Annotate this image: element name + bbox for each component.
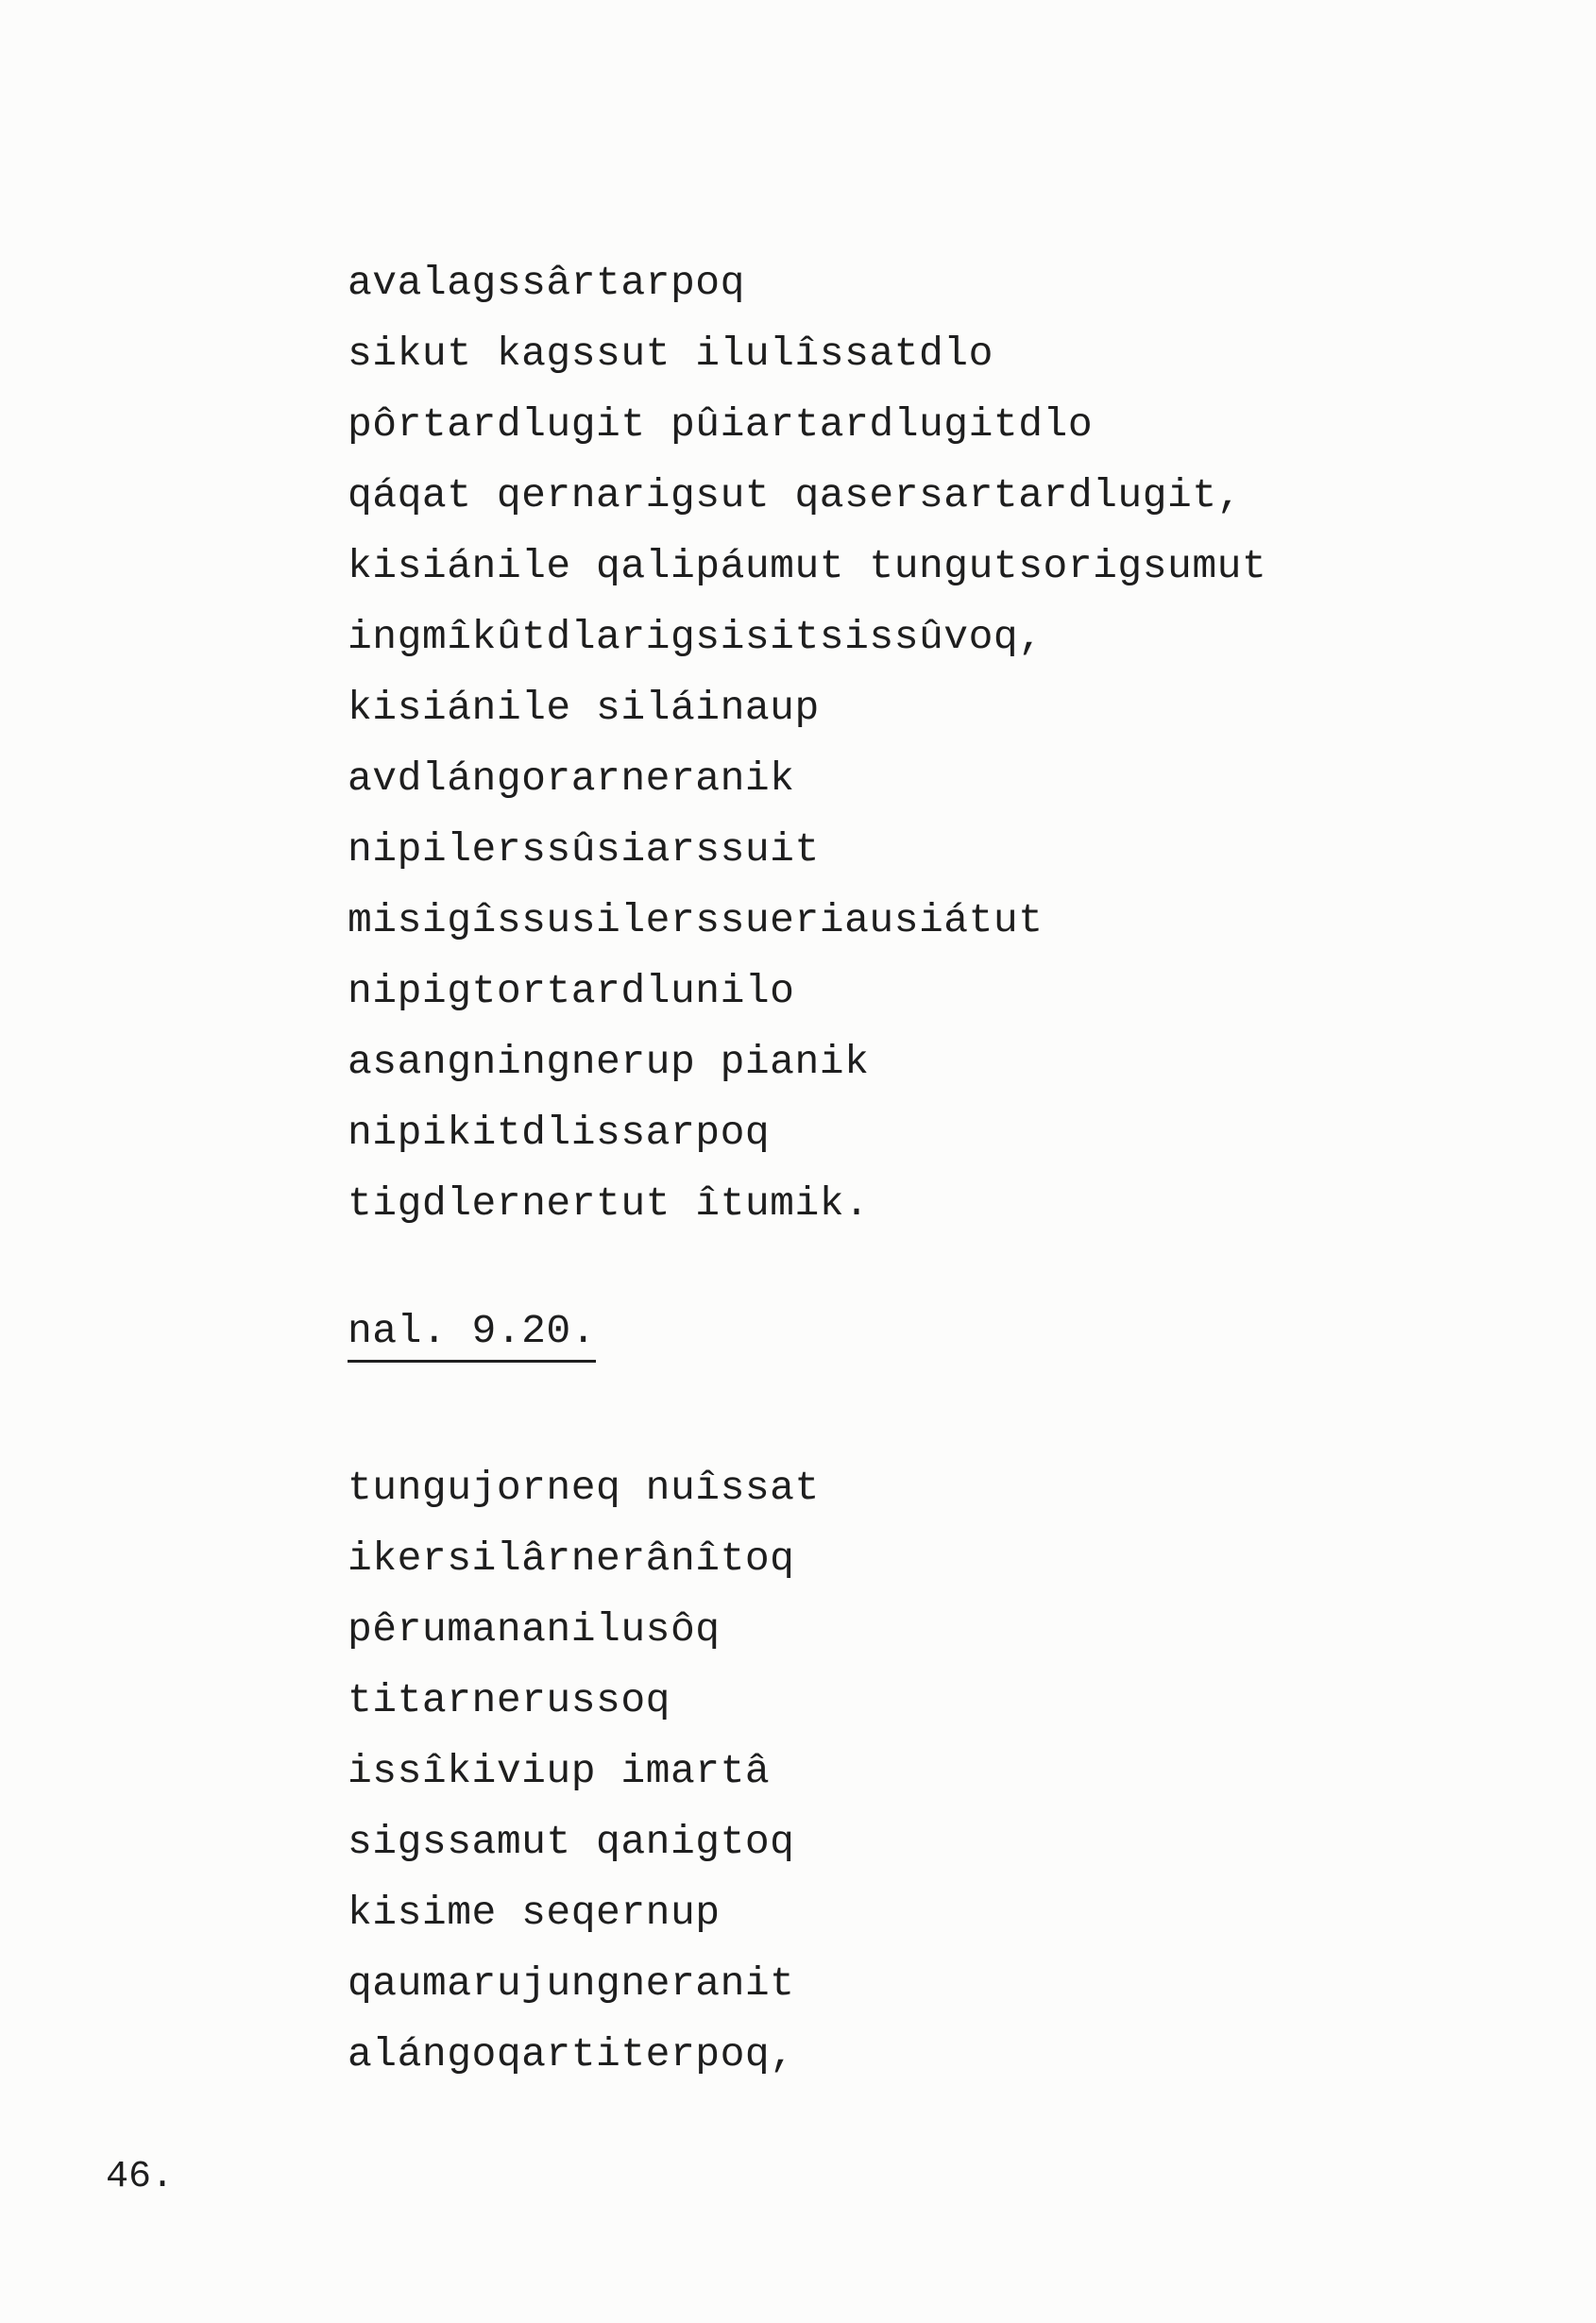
poem-line: nipikitdlissarpoq — [348, 1110, 771, 1156]
page-number: 46. — [106, 2156, 175, 2198]
poem-line: avdlángorarneranik — [348, 755, 795, 802]
poem-line: pêrumananilusôq — [348, 1606, 721, 1653]
poem-line: kisime seqernup — [348, 1890, 721, 1936]
poem-stanza-2 — [348, 1452, 820, 2090]
poem-line: sigssamut qanigtoq — [348, 1819, 795, 1865]
poem-line: titarnerussoq — [348, 1677, 671, 1723]
poem-line: nipilerssûsiarssuit — [348, 826, 820, 873]
poem-line: pôrtardlugit pûiartardlugitdlo — [348, 401, 1094, 448]
poem-line: sikut kagssut ilulîssatdlo — [348, 331, 993, 377]
poem-line: asangningnerup pianik — [348, 1039, 870, 1085]
poem-line: misigîssusilerssueriausiátut — [348, 897, 1044, 943]
section-heading: nal. 9.20. — [348, 1303, 596, 1363]
poem-line: qáqat qernarigsut qasersartardlugit, — [348, 472, 1242, 518]
poem-line: ingmîkûtdlarigsisitsissûvoq, — [348, 614, 1044, 660]
poem-line: kisiánile siláinaup — [348, 685, 820, 731]
poem-line: avalagssârtarpoq — [348, 260, 745, 306]
poem-line: issîkiviup imartâ — [348, 1748, 771, 1794]
poem-line: tungujorneq nuîssat — [348, 1465, 820, 1511]
poem-line: kisiánile qalipáumut tungutsorigsumut — [348, 543, 1267, 589]
poem-line: ikersilârnerânîtoq — [348, 1535, 795, 1582]
poem-line: tigdlernertut îtumik. — [348, 1180, 870, 1227]
poem-line: qaumarujungneranit — [348, 1960, 795, 2007]
poem-line: nipigtortardlunilo — [348, 968, 795, 1014]
poem-line: alángoqartiterpoq, — [348, 2031, 795, 2077]
poem-stanza-1 — [348, 247, 1266, 1239]
